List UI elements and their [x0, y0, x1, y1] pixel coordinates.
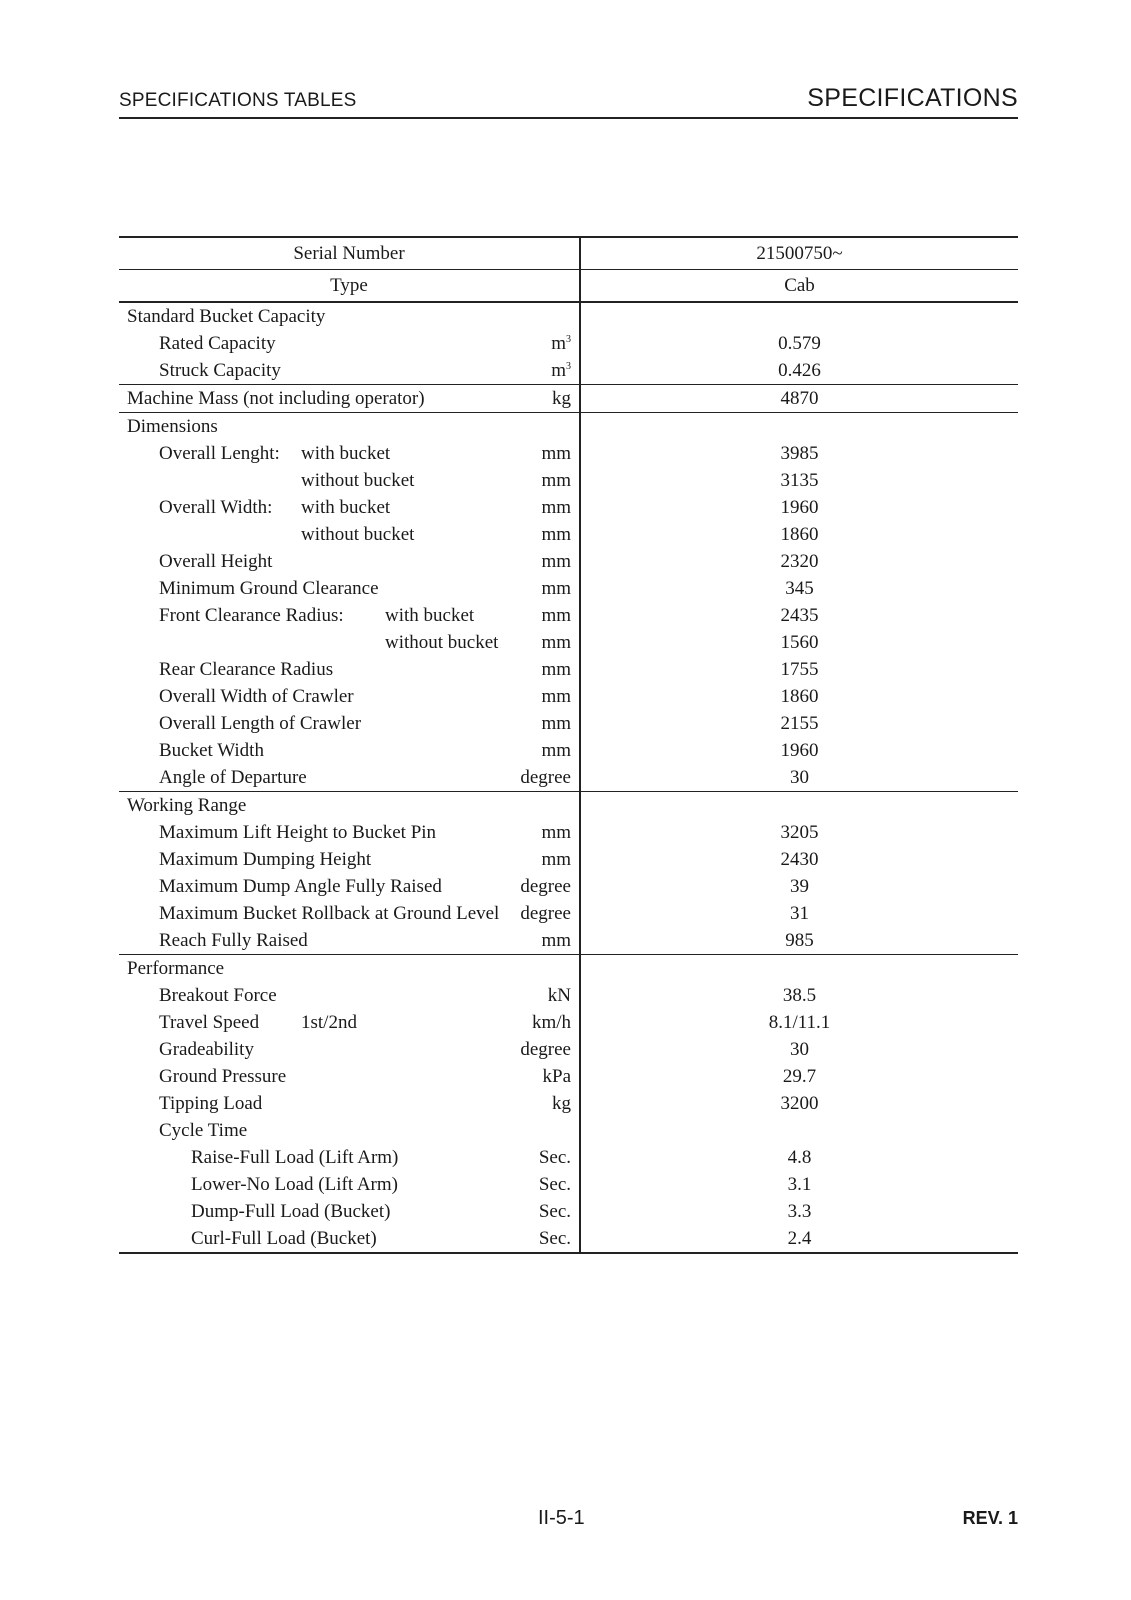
row-unit: kPa: [542, 1066, 571, 1087]
table-row: [119, 710, 1018, 737]
table-row: [119, 548, 1018, 575]
row-unit: mm: [541, 822, 571, 843]
row-sublabel: with bucket: [301, 443, 391, 464]
row-value: 3.3: [580, 1198, 1018, 1225]
row-label: Maximum Dumping Height: [159, 849, 372, 870]
row-value: 1755: [580, 656, 1018, 683]
row-label: Gradeability: [159, 1039, 254, 1060]
row-value: 39: [580, 873, 1018, 900]
row-unit: Sec.: [538, 1228, 571, 1249]
row-unit: mm: [541, 497, 571, 518]
row-value: 30: [580, 1036, 1018, 1063]
row-value: 985: [580, 927, 1018, 955]
row-unit: Sec.: [538, 1201, 571, 1222]
row-value: 3.1: [580, 1171, 1018, 1198]
row-value: 345: [580, 575, 1018, 602]
row-unit: mm: [541, 551, 571, 572]
table-row: [119, 982, 1018, 1009]
table-row: [119, 1009, 1018, 1036]
row-unit: mm: [541, 524, 571, 545]
row-sublabel: with bucket: [301, 497, 391, 518]
row-value: 1960: [580, 494, 1018, 521]
row-value: 3135: [580, 467, 1018, 494]
table-row: [119, 737, 1018, 764]
table-row: [119, 1090, 1018, 1117]
table-row: [119, 955, 1018, 983]
serial-number-value: 21500750~: [580, 237, 1018, 270]
table-row: [119, 1198, 1018, 1225]
row-label: Minimum Ground Clearance: [159, 578, 379, 599]
row-label: Maximum Lift Height to Bucket Pin: [159, 822, 437, 843]
row-label: Lower-No Load (Lift Arm): [191, 1174, 398, 1195]
row-sublabel: 1st/2nd: [301, 1012, 357, 1033]
row-unit: mm: [541, 659, 571, 680]
row-label: Overall Height: [159, 551, 273, 572]
row-label: Tipping Load: [159, 1093, 263, 1114]
row-label: Rear Clearance Radius: [159, 659, 334, 680]
row-unit: kg: [552, 388, 571, 409]
row-value: 30: [580, 764, 1018, 792]
row-value: 2435: [580, 602, 1018, 629]
row-unit: $m^3$: [551, 333, 571, 354]
row-label: Maximum Dump Angle Fully Raised: [159, 876, 442, 897]
row-sublabel: without bucket: [301, 470, 415, 491]
row-value: 8.1/11.1: [580, 1009, 1018, 1036]
row-sublabel: without bucket: [301, 524, 415, 545]
section-heading-working-range: Working Range: [127, 795, 247, 816]
row-label: Breakout Force: [159, 985, 277, 1006]
row-label: Overall Lenght:: [159, 443, 280, 464]
row-unit: mm: [541, 605, 571, 626]
row-label: Travel Speed: [159, 1012, 260, 1033]
table-row: [119, 764, 1018, 792]
row-value: 3205: [580, 819, 1018, 846]
row-value: 31: [580, 900, 1018, 927]
row-unit: mm: [541, 443, 571, 464]
table-row: [119, 1063, 1018, 1090]
row-unit: mm: [541, 849, 571, 870]
specifications-table: [119, 236, 1018, 1254]
row-unit: degree: [520, 876, 571, 897]
row-unit: mm: [541, 686, 571, 707]
type-row: [119, 270, 1018, 303]
table-row: [119, 1036, 1018, 1063]
table-row: [119, 440, 1018, 467]
table-row: [119, 792, 1018, 820]
table-row: [119, 494, 1018, 521]
row-label: Bucket Width: [159, 740, 264, 761]
row-unit: mm: [541, 740, 571, 761]
row-unit: degree: [520, 903, 571, 924]
row-value: 1960: [580, 737, 1018, 764]
type-value: Cab: [580, 270, 1018, 303]
row-unit: mm: [541, 470, 571, 491]
table-row: [119, 927, 1018, 955]
row-unit: kg: [552, 1093, 571, 1114]
row-value: 3200: [580, 1090, 1018, 1117]
table-row: [119, 846, 1018, 873]
row-label: Overall Width:: [159, 497, 273, 518]
row-unit: Sec.: [538, 1147, 571, 1168]
row-label: Machine Mass (not including operator): [127, 388, 425, 409]
row-sublabel: without bucket: [385, 632, 499, 653]
row-unit: Sec.: [538, 1174, 571, 1195]
row-label: Overall Length of Crawler: [159, 713, 362, 734]
page-number: II-5-1: [538, 1507, 585, 1529]
row-label: Curl-Full Load (Bucket): [191, 1228, 377, 1249]
table-row: [119, 357, 1018, 385]
row-value: 2155: [580, 710, 1018, 737]
table-row: [119, 656, 1018, 683]
row-label: Dump-Full Load (Bucket): [191, 1201, 391, 1222]
section-heading-performance: Performance: [127, 958, 225, 979]
row-value: 4.8: [580, 1144, 1018, 1171]
table-row: [119, 873, 1018, 900]
table-row: [119, 900, 1018, 927]
row-value: 0.426: [580, 357, 1018, 385]
table-row: [119, 683, 1018, 710]
row-label: Maximum Bucket Rollback at Ground Level: [159, 903, 500, 924]
row-unit: degree: [520, 767, 571, 788]
row-value: 2.4: [580, 1225, 1018, 1253]
row-unit: mm: [541, 632, 571, 653]
row-label: Overall Width of Crawler: [159, 686, 354, 707]
type-label: Type: [119, 270, 580, 303]
row-value: 38.5: [580, 982, 1018, 1009]
row-unit: $m^3$: [551, 360, 571, 381]
row-unit: km/h: [531, 1012, 571, 1033]
table-row: [119, 521, 1018, 548]
row-label: Cycle Time: [159, 1120, 248, 1141]
row-unit: mm: [541, 930, 571, 951]
row-value: 2430: [580, 846, 1018, 873]
table-row: [119, 1117, 1018, 1144]
row-label: Front Clearance Radius:: [159, 605, 344, 626]
serial-number-label: Serial Number: [119, 237, 580, 270]
row-label: Ground Pressure: [159, 1066, 287, 1087]
revision-label: REV. 1: [962, 1508, 1018, 1528]
table-row: [119, 1171, 1018, 1198]
header-divider: [119, 117, 1018, 119]
row-unit: mm: [541, 578, 571, 599]
chapter-title: SPECIFICATIONS: [807, 84, 1018, 112]
row-unit: mm: [541, 713, 571, 734]
section-heading-bucket-capacity: Standard Bucket Capacity: [127, 306, 326, 327]
row-label: Struck Capacity: [159, 360, 281, 381]
row-value: 1560: [580, 629, 1018, 656]
row-value: 1860: [580, 521, 1018, 548]
table-row: [119, 1225, 1018, 1253]
table-row: [119, 575, 1018, 602]
row-value: 4870: [580, 385, 1018, 413]
row-value: 2320: [580, 548, 1018, 575]
table-row: [119, 467, 1018, 494]
row-unit: degree: [520, 1039, 571, 1060]
row-label: Raise-Full Load (Lift Arm): [191, 1147, 399, 1168]
row-value: 1860: [580, 683, 1018, 710]
row-sublabel: with bucket: [385, 605, 475, 626]
serial-number-row: [119, 237, 1018, 270]
row-unit: kN: [547, 985, 571, 1006]
section-title: SPECIFICATIONS TABLES: [119, 90, 357, 111]
table-row: [119, 629, 1018, 656]
table-row: [119, 819, 1018, 846]
row-label: Rated Capacity: [159, 333, 276, 354]
table-row: [119, 602, 1018, 629]
row-value: 0.579: [580, 330, 1018, 357]
row-label: Angle of Departure: [159, 767, 307, 788]
row-label: Reach Fully Raised: [159, 930, 308, 951]
row-value: 3985: [580, 440, 1018, 467]
table-row: [119, 385, 1018, 413]
section-heading-dimensions: Dimensions: [127, 416, 218, 437]
table-row: [119, 302, 1018, 330]
table-row: [119, 1144, 1018, 1171]
table-row: [119, 413, 1018, 441]
row-value: 29.7: [580, 1063, 1018, 1090]
table-row: [119, 330, 1018, 357]
